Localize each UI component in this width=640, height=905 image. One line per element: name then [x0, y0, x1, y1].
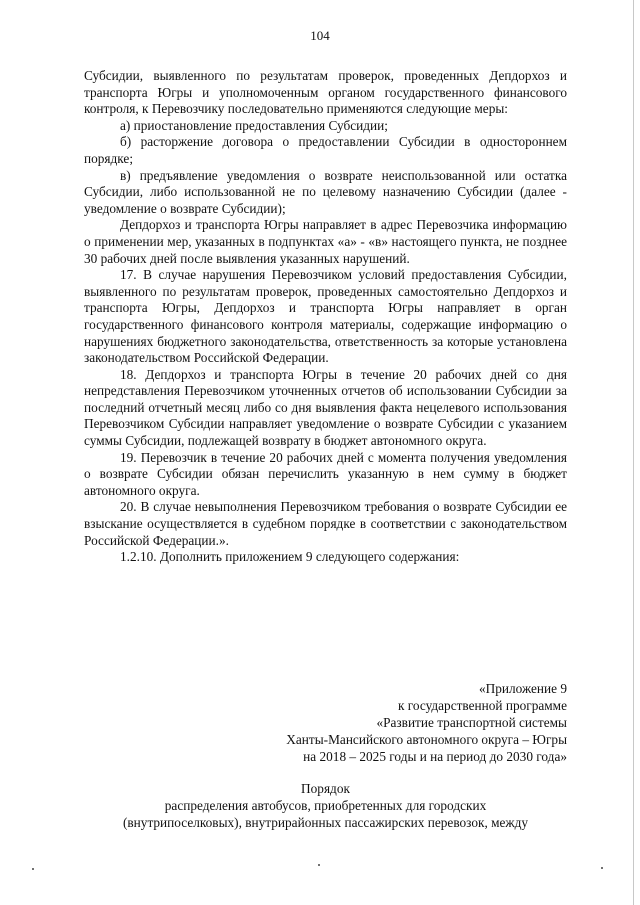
paragraph: б) расторжение договора о предоставлении Субсидии в одностороннем порядке;	[84, 134, 567, 166]
scan-dot	[32, 868, 34, 870]
paragraph: 17. В случае нарушения Перевозчиком условий предоставления Субсидии, выявленного по результатам проверок, проведенных самостоятельно Депдорхоз и транспорта Югры, Депдорхоз и транспорта Югры направляет в орган государственного финансового контроля материалы, содержащие информацию о нарушениях бюджетного законодательства, ответственность за которые установлена законодательством Российской Федерации.	[84, 267, 567, 366]
annex-line: к государственной программе	[397, 698, 567, 713]
paragraph: 20. В случае невыполнения Перевозчиком требования о возврате Субсидии ее взыскание осуществляется в судебном порядке в соответствии с законодательством Российской Федерации.».	[84, 499, 567, 548]
annex-line: на 2018 – 2025 годы и на период до 2030 года»	[303, 749, 567, 764]
title-line: Порядок	[301, 781, 350, 796]
paragraph: Депдорхоз и транспорта Югры направляет в адрес Перевозчика информацию о применении мер, указанных в подпунктах «а» - «в» настоящего пункта, не позднее 30 рабочих дней после выявления указанных нарушений.	[84, 217, 567, 266]
paragraph: 19. Перевозчик в течение 20 рабочих дней с момента получения уведомления о возврате Субсидии обязан перечислить указанную в нем сумму в бюджет автономного округа.	[84, 449, 567, 498]
annex-line: «Развитие транспортной системы	[376, 715, 567, 730]
title-line: (внутрипоселковых), внутрирайонных пассажирских перевозок, между	[122, 815, 529, 830]
annex-line: «Приложение 9	[479, 681, 567, 696]
paragraph: 1.2.10. Дополнить приложением 9 следующего содержания:	[120, 549, 460, 565]
paragraph: а) приостановление предоставления Субсидии;	[120, 117, 388, 133]
annex-heading	[220, 680, 567, 765]
title-line: распределения автобусов, приобретенных для городских	[164, 798, 487, 813]
paragraph: в) предъявление уведомления о возврате неиспользованной или остатка Субсидии, либо использованной не по целевому назначению Субсидии (далее - уведомление о возврате Субсидии);	[84, 167, 567, 216]
section-title	[84, 780, 567, 831]
scan-dot	[318, 864, 320, 866]
page-number: 104	[310, 28, 330, 43]
document-body	[84, 68, 567, 566]
scan-dot	[601, 867, 603, 869]
page-edge-line	[633, 0, 634, 905]
paragraph: 18. Депдорхоз и транспорта Югры в течение 20 рабочих дней со дня непредставления Перевозчиком уточненных отчетов об использовании Субсидии за последний отчетный месяц либо со дня выявления факта нецелевого использования Перевозчиком Субсидии направляет уведомление о возврате Субсидии с указанием суммы Субсидии, подлежащей возврату в бюджет автономного округа.	[84, 366, 567, 449]
paragraph: Субсидии, выявленного по результатам проверок, проведенных Депдорхоз и транспорта Югры и уполномоченным органом государственного финансового контроля, к Перевозчику последовательно применяются следующие меры:	[84, 68, 567, 117]
annex-line: Ханты-Мансийского автономного округа – Югры	[286, 732, 567, 747]
